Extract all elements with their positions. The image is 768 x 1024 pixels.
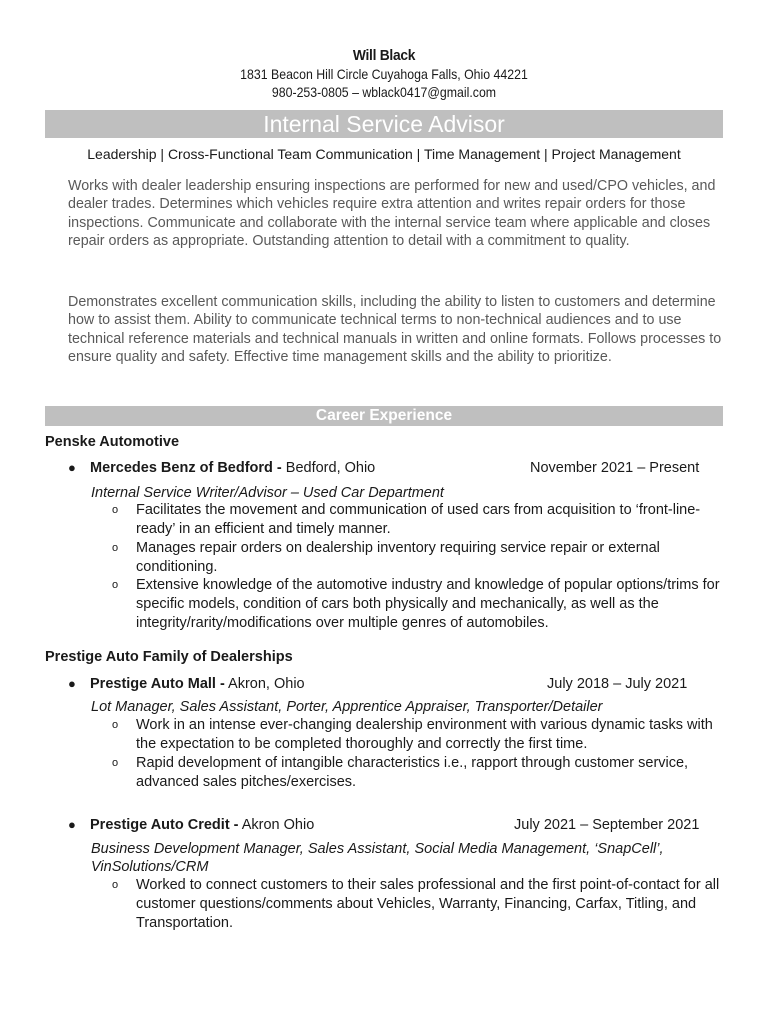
- job-role: Business Development Manager, Sales Assistant, Social Media Management, ‘SnapCell’, VinSolutions/CRM: [91, 841, 664, 875]
- duty-text: Facilitates the movement and communication of used cars from acquisition to ‘front-line-ready’ in an efficient and timely manner.: [136, 502, 701, 537]
- job-dates: November 2021 – Present: [530, 460, 700, 476]
- bullet-icon: ●: [68, 676, 76, 691]
- job-entry: [68, 676, 728, 696]
- duty-text: Rapid development of intangible characteristics i.e., rapport through customer service, advanced sales pitches/exercises.: [136, 755, 689, 790]
- bullet-icon: ●: [68, 460, 76, 475]
- contact-info: 980-253-0805 – wblack0417@gmail.com: [271, 84, 497, 100]
- job-role: Internal Service Writer/Advisor – Used Car Department: [91, 485, 444, 501]
- job-dates: July 2018 – July 2021: [547, 676, 688, 692]
- job-role: Lot Manager, Sales Assistant, Porter, Apprentice Appraiser, Transporter/Detailer: [91, 699, 603, 715]
- sub-bullet-icon: o: [112, 719, 119, 731]
- sub-bullet-icon: o: [112, 504, 119, 516]
- address: 1831 Beacon Hill Circle Cuyahoga Falls, Ohio 44221: [240, 66, 528, 82]
- employer-name: Prestige Auto Mall -: [90, 676, 225, 692]
- job-employer: [90, 676, 305, 692]
- employer-location: Akron, Ohio: [224, 676, 305, 692]
- summary-paragraph-1: Works with dealer leadership ensuring inspections are performed for new and used/CPO vehicles, and dealer trades. Determines which vehicles require extra attention and writes repair orders for those inspections. Communicate and collaborate with the internal service team where applicable and closes repair orders as appropriate. Outstanding attention to detail with a commitment to quality.: [68, 178, 716, 249]
- employer-location: Bedford, Ohio: [281, 460, 376, 476]
- job-title-banner: Internal Service Advisor: [45, 110, 723, 138]
- summary-paragraph-2: Demonstrates excellent communication skills, including the ability to listen to customers and determine how to assist them. Ability to communicate technical terms to non-technical audiences and to use technical reference materials and technical manuals in written and online formats. Follows processes to ensure quality and safety. Effective time management skills and the ability to prioritize.: [68, 294, 722, 365]
- sub-bullet-icon: o: [112, 542, 119, 554]
- sub-bullet-icon: o: [112, 579, 119, 591]
- employer-name: Prestige Auto Credit -: [90, 817, 239, 833]
- employer-location: Akron Ohio: [238, 817, 315, 833]
- job-employer: [90, 817, 314, 833]
- sub-bullet-icon: o: [112, 757, 119, 769]
- duty-text: Worked to connect customers to their sales professional and the first point-of-contact for all customer questions/comments about Vehicles, Warranty, Financing, Carfax, Titling, and Transportation.: [136, 877, 720, 931]
- job-dates: July 2021 – September 2021: [514, 817, 700, 833]
- candidate-name: Will Black: [352, 47, 416, 64]
- bullet-icon: ●: [68, 817, 76, 832]
- skills-line: Leadership | Cross-Functional Team Communication | Time Management | Project Management: [87, 146, 681, 162]
- duty-text: Work in an intense ever-changing dealership environment with various dynamic tasks with the expectation to be completed thoroughly and correctly the first time.: [136, 717, 713, 752]
- job-entry: [68, 817, 728, 837]
- duty-text: Manages repair orders on dealership inventory requiring service repair or external conditioning.: [136, 540, 660, 575]
- duty-text: Extensive knowledge of the automotive industry and knowledge of popular options/trims for specific models, condition of cars both physically and mechanically, as well as the integrity/rarity/modifications over multiple genres of automobiles.: [136, 577, 720, 631]
- company-name: Penske Automotive: [45, 434, 180, 450]
- sub-bullet-icon: o: [112, 879, 119, 891]
- employer-name: Mercedes Benz of Bedford -: [90, 460, 282, 476]
- career-experience-heading: Career Experience: [45, 406, 723, 426]
- job-employer: [90, 460, 375, 476]
- job-entry: [68, 460, 728, 480]
- company-name: Prestige Auto Family of Dealerships: [45, 649, 293, 665]
